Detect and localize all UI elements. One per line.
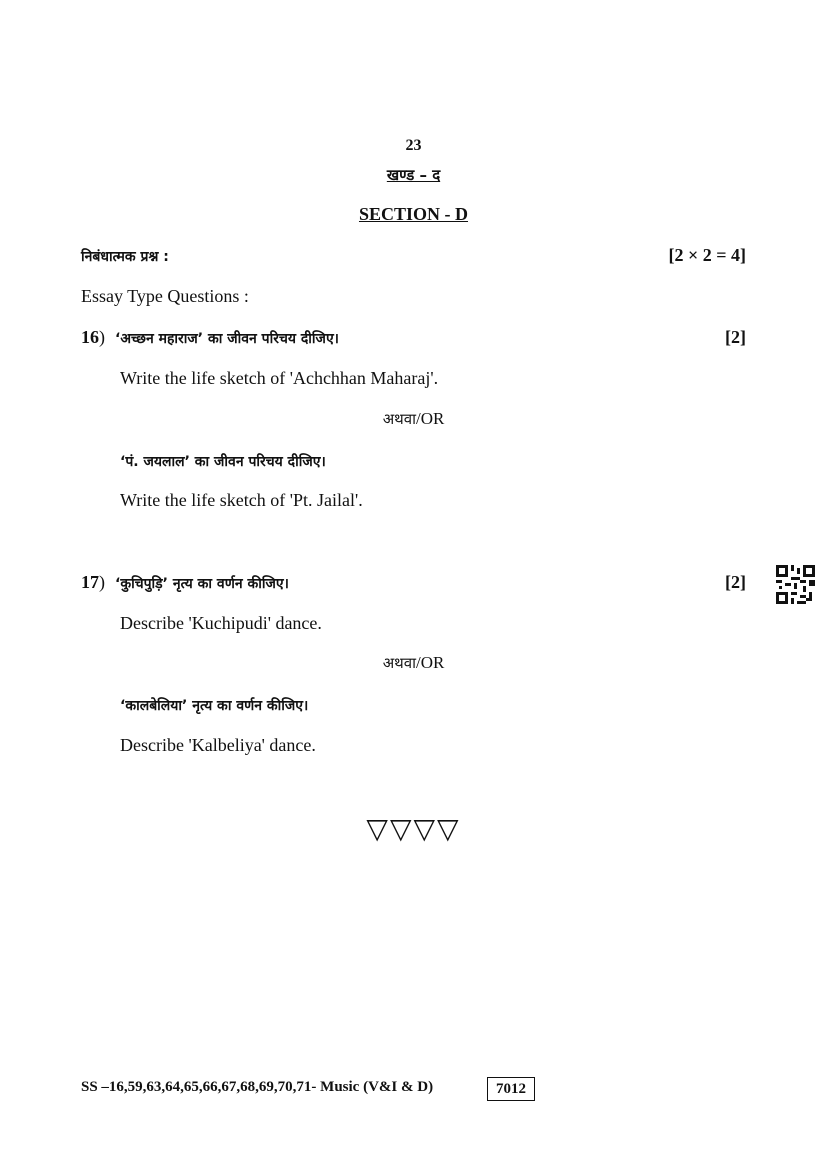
question-number: 16 — [81, 327, 99, 347]
instructions-hindi: निबंधात्मक प्रश्न : — [81, 249, 169, 265]
or-english: /OR — [415, 653, 445, 672]
instructions-english: Essay Type Questions : — [81, 286, 249, 306]
question-17-english: Describe 'Kuchipudi' dance. — [120, 613, 322, 633]
page-number: 23 — [405, 137, 422, 154]
question-16-alt-english: Write the life sketch of 'Pt. Jailal'. — [120, 490, 363, 510]
question-16-hindi-line: 16) ‘अच्छन महाराज’ का जीवन परिचय दीजिए। — [81, 327, 339, 347]
question-17-or — [0, 653, 827, 673]
qr-code-icon — [776, 565, 815, 604]
or-english: /OR — [415, 409, 445, 428]
end-of-paper-marker: ▽▽▽▽ — [366, 812, 461, 845]
paper-code-box: 7012 — [487, 1077, 535, 1101]
section-title-hindi: खण्ड – द — [386, 166, 441, 184]
section-total-marks: [2 × 2 = 4] — [668, 245, 746, 265]
question-17-marks: [2] — [725, 572, 746, 592]
section-title-english: SECTION - D — [358, 204, 469, 224]
question-17-hindi-line: 17) ‘कुचिपुड़ि’ नृत्य का वर्णन कीजिए। — [81, 572, 289, 592]
footer-subject-codes: SS –16,59,63,64,65,66,67,68,69,70,71- Music (V&I & D) — [81, 1079, 434, 1095]
or-hindi: अथवा — [382, 410, 416, 428]
question-number: 17 — [81, 572, 99, 592]
question-16-hindi: ‘अच्छन महाराज’ का जीवन परिचय दीजिए। — [115, 331, 339, 347]
question-17-alt-hindi: ‘कालबेलिया’ नृत्य का वर्णन कीजिए। — [120, 698, 309, 714]
or-hindi: अथवा — [382, 654, 416, 672]
question-16-marks: [2] — [725, 327, 746, 347]
question-16-english: Write the life sketch of 'Achchhan Maharaj'. — [120, 368, 439, 388]
question-17-alt-english: Describe 'Kalbeliya' dance. — [120, 735, 316, 755]
question-16-or — [0, 409, 827, 429]
question-16-alt-hindi: ‘पं. जयलाल’ का जीवन परिचय दीजिए। — [120, 454, 326, 470]
question-17-hindi: ‘कुचिपुड़ि’ नृत्य का वर्णन कीजिए। — [115, 576, 289, 592]
